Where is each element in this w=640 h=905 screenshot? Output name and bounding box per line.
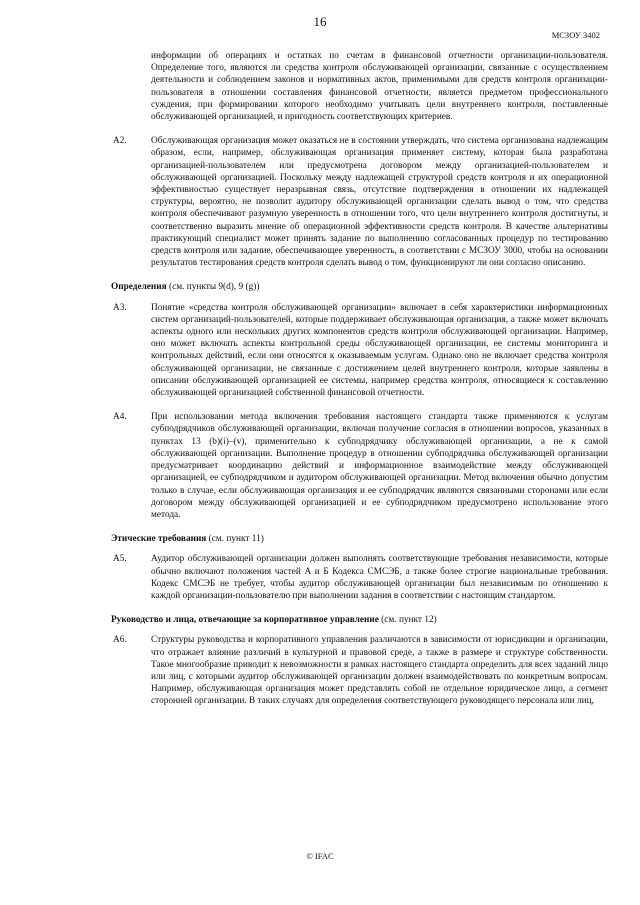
paragraph-number: A6. [113,635,127,646]
section-heading-definitions [111,281,608,293]
section-title: Этические требования [111,534,207,545]
page-number: 16 [313,14,327,29]
section-reference: (см. пункты 9(d), 9 (g)) [166,282,260,293]
paragraph-text: При использовании метода включения требования настоящего стандарта также применяются к услугам субподрядчиков обслуживающей организации, включая получение согласия в отношении вопросов, указанных в пунктах 13 (b)(i)–(v), применительно к субподрядчику обслуживающей организации, а не к самой обслуживающей организации. Выполнение процедур в отношении субподрядчика обслуживающей организации предусматривает координацию действий и информационное взаимодействие между обслуживающей организацией, ее субподрядчиком и аудитором обслуживающей организации. Метод включения обычно допустим только в случае, если обслуживающая организация и ее субподрядчик являются связанными сторонами или если договором между обслуживающей организацией и ее субподрядчиком предусмотрено использование этого метода. [151,412,608,520]
paragraph-text: Обслуживающая организация может оказаться не в состоянии утверждать, что система организована надлежащим образом, если, например, обслуживающая организация применяет систему, которая была разработана организацией-пользователем или предусмотрена договором между организацией-пользователем и обслуживающей организацией. Поскольку между надлежащей структурой средств контроля и их операционной эффективностью существует неразрывная связь, отсутствие подтверждения в отношении их надлежащей структуры, вероятно, не позволит аудитору обслуживающей организации сделать вывод о том, что средства контроля обеспечивают разумную уверенность в отношении того, что цели внутреннего контроля достигнуты, и соответственно выразить мнение об операционной эффективности средств контроля. В качестве альтернативы практикующий специалист может принять задание по выполнению согласованных процедур по тестированию средств контроля или задание, обеспечивающее уверенность, в соответствии с МСЗОУ 3000, чтобы на основании результатов тестирования средств контроля сделать вывод о том, функционируют ли они согласно описанию. [151,136,608,269]
paragraph-number: A2. [113,136,127,147]
document-code: МСЗОУ 3402 [551,30,600,40]
paragraph-number: A3. [113,302,127,313]
section-title: Руководство и лица, отвечающие за корпоративное управление [111,615,379,626]
section-heading-governance [111,614,608,626]
paragraph-number: A5. [113,554,127,565]
paragraph-a6 [113,634,608,707]
paragraph-a3 [113,302,608,400]
paragraph-text: Аудитор обслуживающей организации должен выполнять соответствующие требования независимости, которые обычно включают положения частей А и Б Кодекса СМСЭБ, а также более строгие национальные требования. Кодекс СМСЭБ не требует, чтобы аудитор обслуживающей организации был независимым по отношению к каждой организации-пользователю при выполнении задания в соответствии с настоящим стандартом. [151,554,608,601]
section-title: Определения [111,282,167,293]
paragraph-a5 [113,553,608,602]
paragraph-a4 [113,411,608,521]
paragraph-a2 [113,135,608,269]
paragraph-number: A4. [113,412,127,423]
continuation-paragraph [151,50,608,123]
paragraph-text: Понятие «средства контроля обслуживающей организации» включает в себя характеристики информационных систем организаций-пользователей, которые поддерживает обслуживающая организация, а также может включать аспекты одного или нескольких других компонентов средств контроля обслуживающей организации. Например, оно может включать аспекты контрольной среды обслуживающей организации, ее системы мониторинга и контрольных действий, если они относятся к оказываемым услугам. Однако оно не включает средства контроля обслуживающей организации, не связанные с достижением целей внутреннего контроля, которые заявлены в описании обслуживающей организацией ее системы, например средства контроля, относящиеся к составлению обслуживающей организацией собственной финансовой отчетности. [151,302,608,399]
section-reference: (см. пункт 11) [206,534,264,545]
section-reference: (см. пункт 12) [378,615,437,626]
section-heading-ethics [111,533,608,545]
continuation-text: информации об операциях и остатках по счетам в финансовой отчетности организации-пользователя. Определение того, являются ли средства контроля обслуживающей организации, связанные с осуществлением деятельности и соблюдением законов и нормативных актов, применимыми для средств контроля организации-пользователя в отношении составления финансовой отчетности, является предметом профессионального суждения, при формировании которого необходимо учитывать цели внутреннего контроля, поставленные обслуживающей организацией, и пригодность соответствующих критериев. [151,51,608,123]
footer-copyright: © IFAC [306,851,334,861]
document-body [113,50,608,720]
paragraph-text: Структуры руководства и корпоративного управления различаются в зависимости от юрисдикции и организации, что отражает влияние различий в культурной и правовой среде, а также в размере и структуре собственности. Такое многообразие приводит к невозможности в рамках настоящего стандарта определить для всех заданий лицо или лиц, с которыми аудитор обслуживающей организации должен взаимодействовать по конкретным вопросам. Например, обслуживающая организация может представлять собой не отдельное юридическое лицо, а сегмент сторонней организации. В таких случаях для определения соответствующего руководящего персонала или лиц, [151,635,608,707]
